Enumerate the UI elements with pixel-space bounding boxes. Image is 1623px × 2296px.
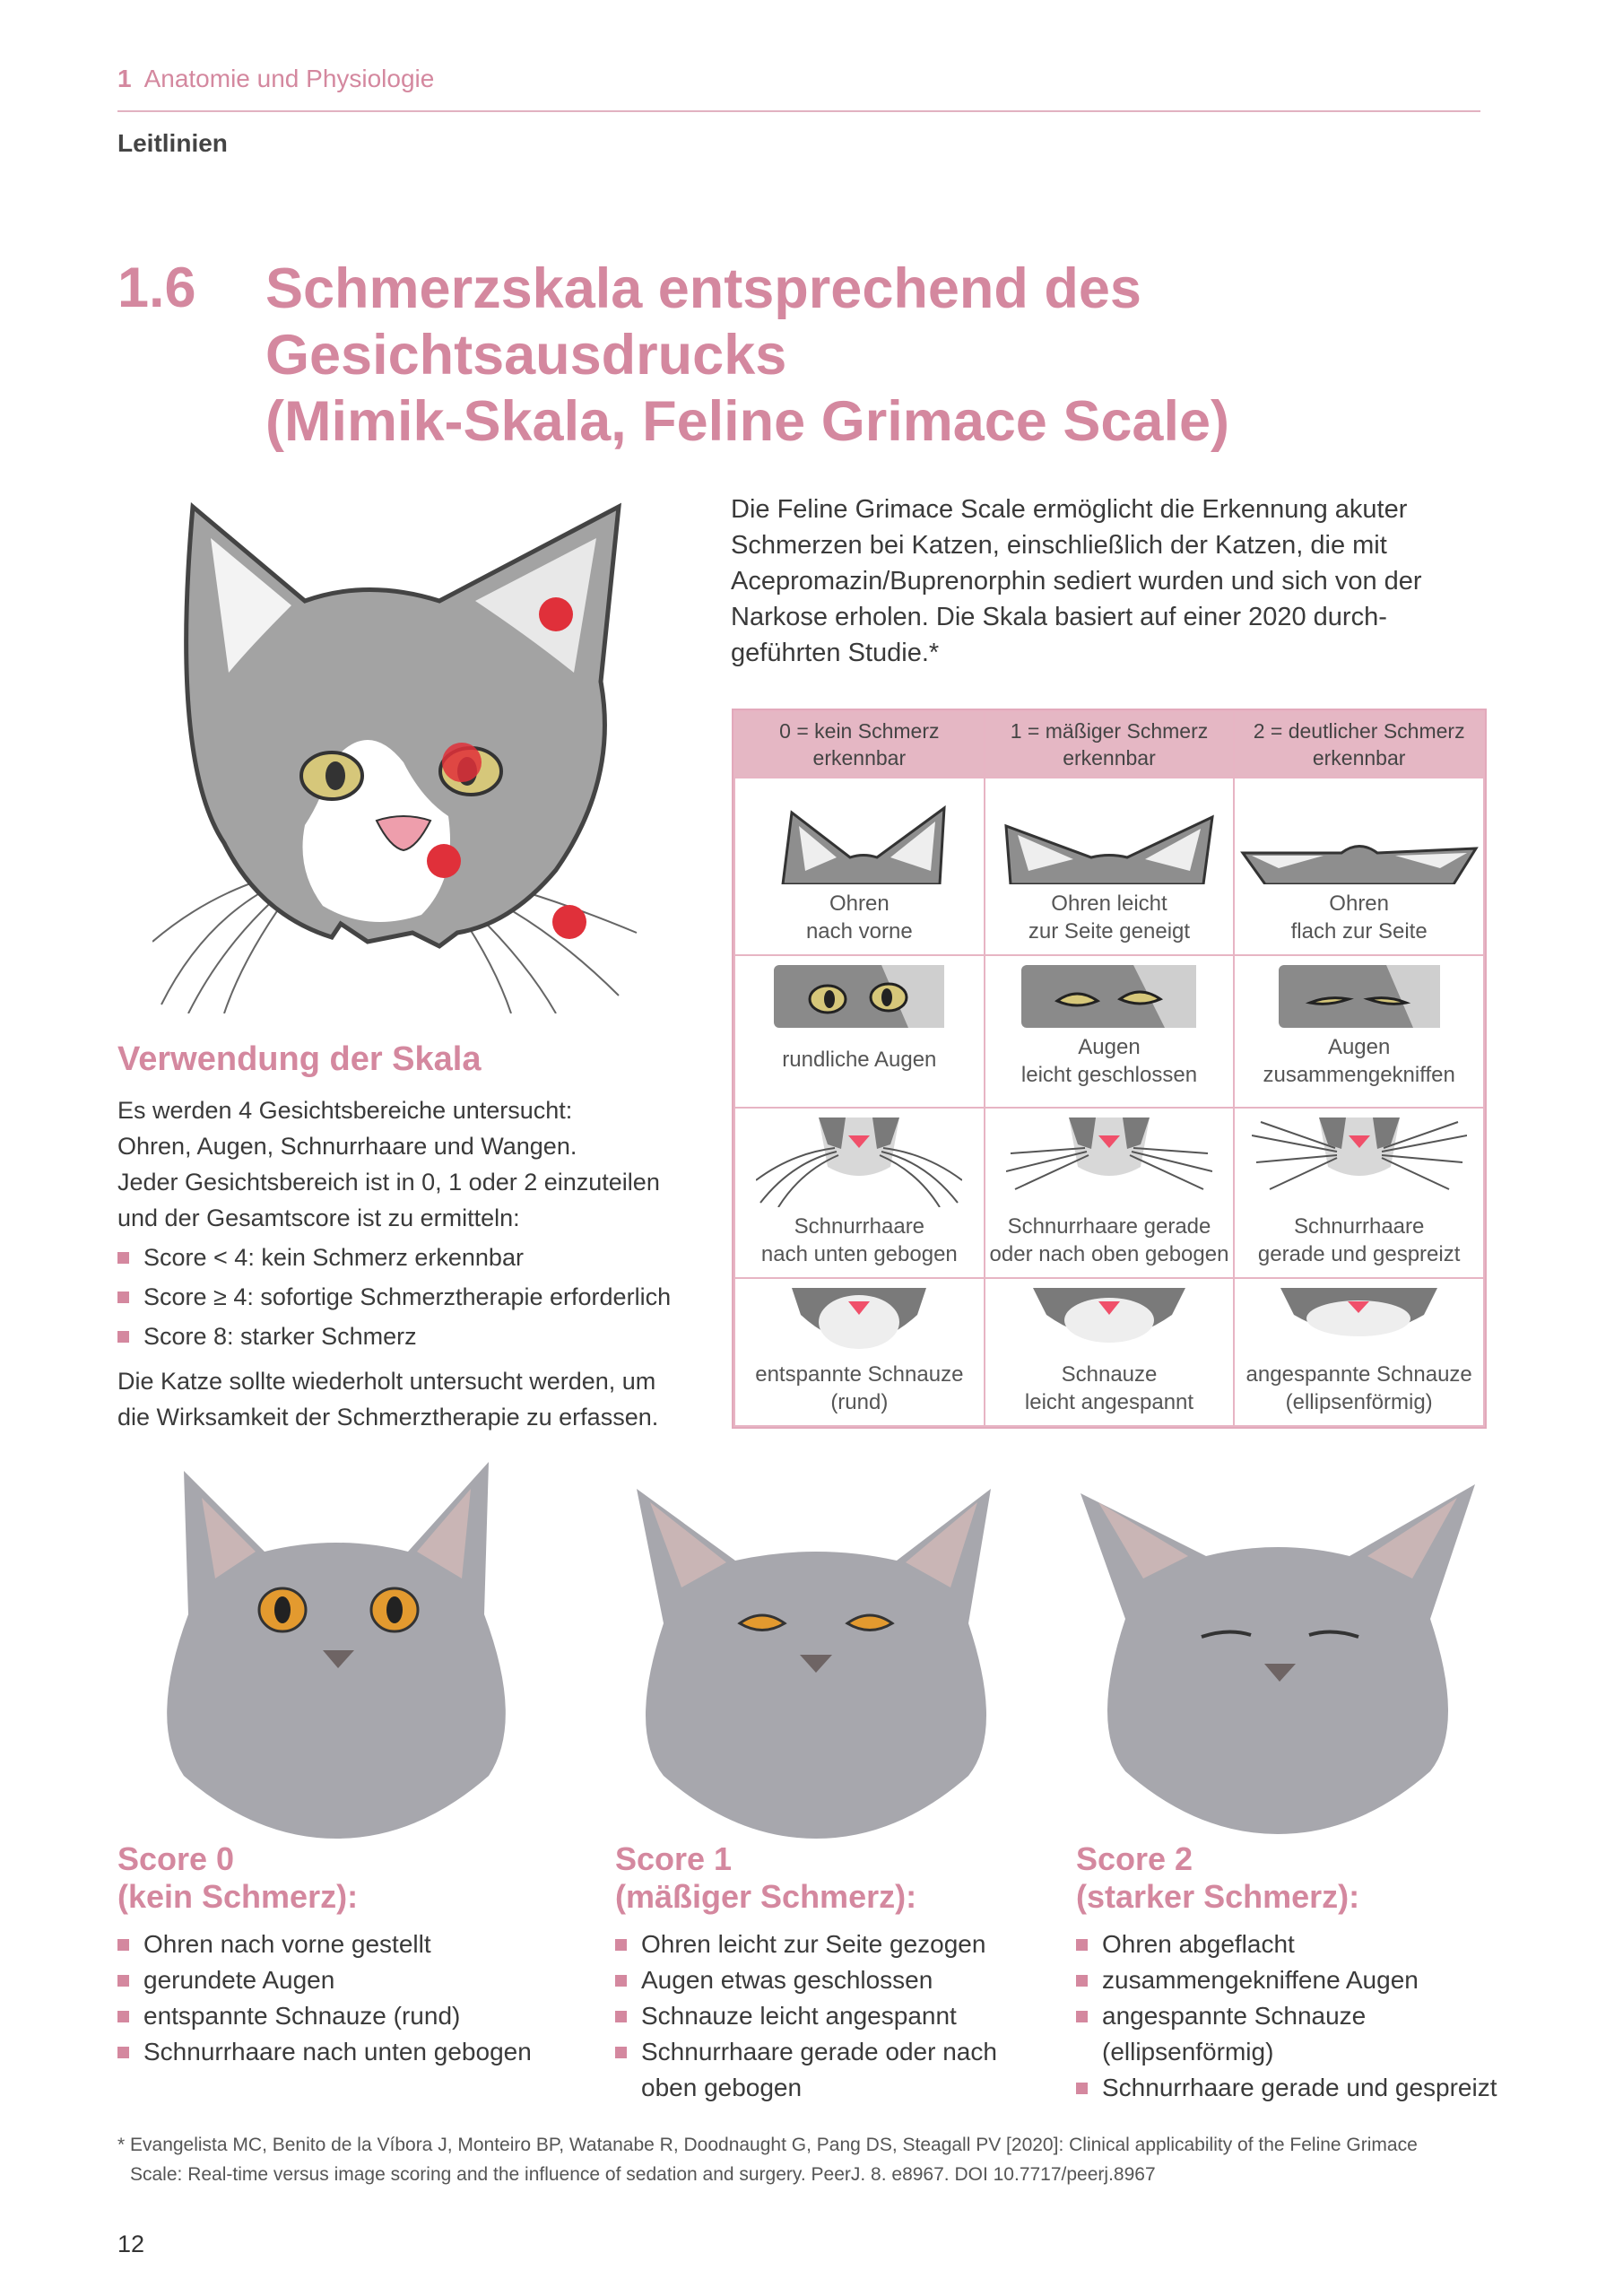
table-cell xyxy=(985,955,1235,1108)
section-label: Leitlinien xyxy=(117,129,228,157)
cell-line: (ellipsenförmig) xyxy=(1285,1390,1433,1414)
bullet-square-icon xyxy=(117,1939,129,1951)
bullet-square-icon xyxy=(1076,1939,1088,1951)
score-bullet xyxy=(1076,1998,1506,2070)
usage-line: und der Gesamtscore ist zu ermitteln: xyxy=(117,1205,520,1231)
table-row xyxy=(734,778,1484,955)
score-bullet xyxy=(117,1926,584,1962)
cell-line: Ohren leicht xyxy=(1051,891,1167,916)
score-list xyxy=(1076,1926,1506,2106)
bullet-text: Schnurrhaare gerade und gespreizt xyxy=(1102,2074,1497,2101)
bullet-square-icon xyxy=(1076,2011,1088,2022)
score-list xyxy=(615,1926,1063,2106)
bullet-text: Ohren abgeflacht xyxy=(1102,1930,1295,1958)
bullet-square-icon xyxy=(117,1975,129,1987)
usage-line: Ohren, Augen, Schnurrhaare und Wangen. xyxy=(117,1133,577,1160)
section-number: 1.6 xyxy=(117,257,196,319)
table-cell xyxy=(734,778,985,955)
muzzle-slightly-tense-icon xyxy=(1028,1288,1190,1355)
usage-bullet xyxy=(117,1318,727,1354)
cell-line: Schnurrhaare xyxy=(1293,1214,1425,1239)
marker-whiskers xyxy=(552,905,586,939)
cell-line: Ohren xyxy=(1329,891,1389,916)
score-bullet xyxy=(117,2034,584,2070)
table-row xyxy=(734,1108,1484,1278)
eyes-half-closed-icon xyxy=(1021,965,1196,1028)
cell-line: Ohren xyxy=(829,891,890,916)
whiskers-spread-icon xyxy=(1252,1118,1467,1207)
whiskers-straight-icon xyxy=(1006,1118,1212,1207)
bullet-text: Score < 4: kein Schmerz erkennbar xyxy=(143,1244,524,1271)
bullet-square-icon xyxy=(615,1975,627,1987)
bullet-text: Schnurrhaare nach unten gebogen xyxy=(143,2038,532,2066)
cell-line: flach zur Seite xyxy=(1290,919,1428,944)
cell-line: nach unten gebogen xyxy=(760,1242,958,1266)
cell-line: angespannte Schnauze xyxy=(1245,1362,1472,1387)
header-line: erkennbar xyxy=(1063,746,1156,770)
score-subtitle: (mäßiger Schmerz): xyxy=(615,1878,917,1915)
intro-line: geführten Studie.* xyxy=(731,639,940,667)
marker-ear xyxy=(539,597,573,631)
bullet-square-icon xyxy=(117,1292,129,1303)
bullet-text: Schnurrhaare gerade oder nach xyxy=(641,2038,997,2066)
score-bullet xyxy=(615,1926,1063,1962)
cell-line: Schnurrhaare xyxy=(794,1214,925,1239)
bullet-text: Schnauze leicht angespannt xyxy=(641,2002,957,2030)
table-cell xyxy=(734,1278,985,1426)
footnote xyxy=(117,2130,1516,2189)
title-line: (Mimik-Skala, Feline Grimace Scale) xyxy=(265,390,1229,453)
muzzle-relaxed-icon xyxy=(783,1288,935,1355)
ears-flat-icon xyxy=(1238,804,1480,884)
footnote-line: Scale: Real-time versus image scoring and the influence of sedation and surgery. PeerJ. 8. e8967. DOI 10.7717/peerj.8967 xyxy=(130,2164,1156,2185)
score-title: Score 2 xyxy=(1076,1840,1193,1877)
chapter-header xyxy=(117,65,434,93)
usage-bullet xyxy=(117,1239,727,1275)
header-line: erkennbar xyxy=(1312,746,1406,770)
header-rule xyxy=(117,110,1480,112)
header-line: 0 = kein Schmerz xyxy=(779,719,940,743)
intro-line: Narkose erholen. Die Skala basiert auf einer 2020 durch- xyxy=(731,603,1387,631)
cell-line: Augen xyxy=(1327,1035,1391,1059)
bullet-text: zusammengekniffene Augen xyxy=(1102,1966,1419,1994)
header-line: 2 = deutlicher Schmerz xyxy=(1253,719,1465,743)
muzzle-tense-icon xyxy=(1276,1288,1442,1355)
bullet-text: Score 8: starker Schmerz xyxy=(143,1323,417,1350)
intro-line: Schmerzen bei Katzen, einschließlich der Katzen, die mit xyxy=(731,531,1387,560)
score-subtitle: (kein Schmerz): xyxy=(117,1878,359,1915)
usage-heading: Verwendung der Skala xyxy=(117,1040,482,1078)
table-header xyxy=(734,711,985,778)
eyes-squinted-icon xyxy=(1279,965,1440,1028)
intro-line: Die Feline Grimace Scale ermöglicht die Erkennung akuter xyxy=(731,495,1408,524)
cell-line: Schnurrhaare gerade xyxy=(1007,1214,1211,1239)
bullet-text: gerundete Augen xyxy=(143,1966,335,1994)
usage-line: Jeder Gesichtsbereich ist in 0, 1 oder 2 einzuteilen xyxy=(117,1169,660,1196)
score-bullet xyxy=(117,1962,584,1998)
table-cell xyxy=(1234,1108,1484,1278)
title-line: Gesichtsausdrucks xyxy=(265,324,787,387)
intro-line: Acepromazin/Buprenorphin sediert wurden und sich von der xyxy=(731,567,1422,596)
table-cell xyxy=(1234,778,1484,955)
table-row xyxy=(734,1278,1484,1426)
table-row xyxy=(734,955,1484,1108)
marker-muzzle xyxy=(427,844,461,878)
score-0-block xyxy=(117,1840,584,2070)
bullet-text: Score ≥ 4: sofortige Schmerztherapie erforderlich xyxy=(143,1283,672,1310)
chapter-title: Anatomie und Physiologie xyxy=(143,65,435,92)
table-cell xyxy=(985,778,1235,955)
score-1-block xyxy=(615,1840,1063,2106)
bullet-square-icon xyxy=(615,2011,627,2022)
bullet-text: Ohren nach vorne gestellt xyxy=(143,1930,431,1958)
cell-line: Schnauze xyxy=(1061,1362,1158,1387)
table-header-row xyxy=(734,711,1484,778)
bullet-square-icon xyxy=(615,2047,627,2058)
usage-line: die Wirksamkeit der Schmerztherapie zu erfassen. xyxy=(117,1404,659,1431)
table-header xyxy=(1234,711,1484,778)
table-cell xyxy=(985,1278,1235,1426)
bullet-square-icon xyxy=(1076,2083,1088,2094)
bullet-text: (ellipsenförmig) xyxy=(1102,2038,1274,2066)
score-bullet xyxy=(1076,2070,1506,2106)
bullet-text: entspannte Schnauze (rund) xyxy=(143,2002,461,2030)
table-cell xyxy=(734,955,985,1108)
cat-photo-score-0 xyxy=(148,1453,525,1839)
cell-line: gerade und gespreizt xyxy=(1257,1242,1461,1266)
cell-line: zusammengekniffen xyxy=(1263,1063,1455,1087)
cat-pupil-left xyxy=(325,761,345,790)
score-title: Score 0 xyxy=(117,1840,235,1877)
usage-bullet xyxy=(117,1279,727,1315)
cell-line: leicht angespannt xyxy=(1024,1390,1194,1414)
score-bullet xyxy=(615,1998,1063,2034)
cat-illustration xyxy=(152,493,655,1013)
marker-eye xyxy=(442,743,482,782)
bullet-text: Ohren leicht zur Seite gezogen xyxy=(641,1930,986,1958)
chapter-number: 1 xyxy=(117,65,132,92)
cat-photo-score-2 xyxy=(1081,1475,1475,1834)
table-cell xyxy=(1234,1278,1484,1426)
cell-line: (rund) xyxy=(830,1390,889,1414)
ears-forward-icon xyxy=(765,804,953,884)
cell-line: oder nach oben gebogen xyxy=(989,1242,1229,1266)
score-bullet xyxy=(117,1998,584,2034)
intro-text xyxy=(731,491,1484,671)
score-list xyxy=(117,1926,584,2070)
cell-line: entspannte Schnauze xyxy=(755,1362,964,1387)
page-number: 12 xyxy=(117,2231,145,2257)
usage-line: Es werden 4 Gesichtsbereiche untersucht: xyxy=(117,1097,573,1124)
cell-line: leicht geschlossen xyxy=(1020,1063,1198,1087)
bullet-text: angespannte Schnauze xyxy=(1102,2002,1367,2030)
bullet-square-icon xyxy=(615,1939,627,1951)
ears-tilted-icon xyxy=(1002,804,1217,884)
bullet-text: oben gebogen xyxy=(641,2074,803,2101)
grimace-scale-table xyxy=(732,709,1487,1429)
footnote-line: * Evangelista MC, Benito de la Víbora J, Monteiro BP, Watanabe R, Doodnaught G, Pang DS, Steagall PV [2020]: Clinical applicability of the Feline Grimace xyxy=(117,2135,1418,2155)
score-2-block xyxy=(1076,1840,1506,2106)
bullet-square-icon xyxy=(117,1252,129,1264)
cell-line: rundliche Augen xyxy=(782,1048,937,1072)
header-line: 1 = mäßiger Schmerz xyxy=(1010,719,1209,743)
usage-text xyxy=(117,1092,727,1435)
score-bullet xyxy=(615,2034,1063,2106)
bullet-square-icon xyxy=(117,2047,129,2058)
cell-line: zur Seite geneigt xyxy=(1028,919,1191,944)
score-bullet xyxy=(1076,1926,1506,1962)
table-cell xyxy=(1234,955,1484,1108)
score-bullet xyxy=(1076,1962,1506,1998)
bullet-text: Augen etwas geschlossen xyxy=(641,1966,933,1994)
whiskers-down-icon xyxy=(756,1118,962,1207)
header-line: erkennbar xyxy=(812,746,907,770)
usage-outro xyxy=(117,1363,727,1435)
cell-line: Augen xyxy=(1078,1035,1141,1059)
usage-line: Die Katze sollte wiederholt untersucht werden, um xyxy=(117,1368,656,1395)
table-cell xyxy=(734,1108,985,1278)
cell-line: nach vorne xyxy=(805,919,913,944)
table-header xyxy=(985,711,1235,778)
score-subtitle: (starker Schmerz): xyxy=(1076,1878,1360,1915)
score-bullet xyxy=(615,1962,1063,1998)
bullet-square-icon xyxy=(117,2011,129,2022)
eyes-round-icon xyxy=(774,965,944,1028)
score-title: Score 1 xyxy=(615,1840,733,1877)
bullet-square-icon xyxy=(1076,1975,1088,1987)
table-cell xyxy=(985,1108,1235,1278)
bullet-square-icon xyxy=(117,1331,129,1343)
page-title xyxy=(265,256,1485,455)
title-line: Schmerzskala entsprechend des xyxy=(265,257,1141,320)
cat-photo-score-1 xyxy=(628,1462,1004,1839)
